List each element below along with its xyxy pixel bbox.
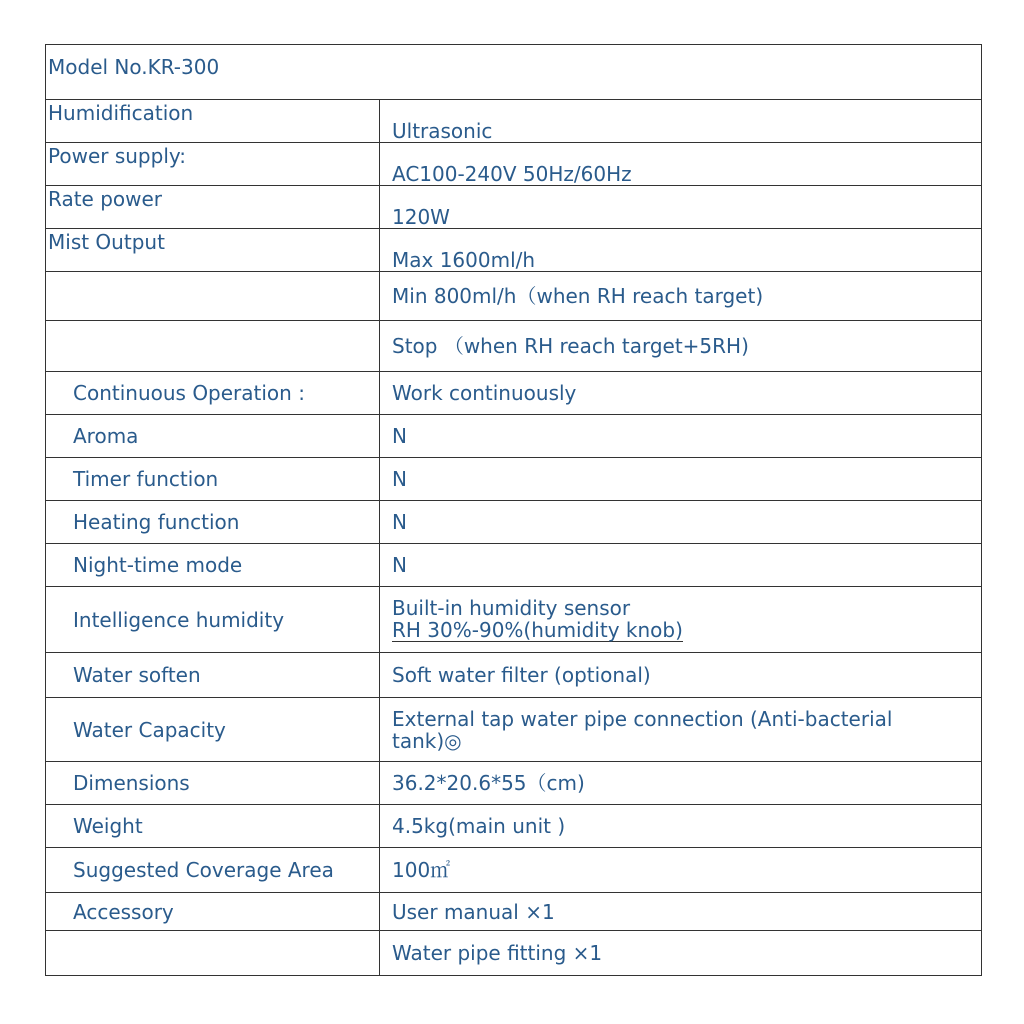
table-row <box>46 587 982 653</box>
table-row <box>46 458 982 501</box>
value-coverage-area: 100㎡ <box>380 848 982 893</box>
table-row <box>46 893 982 931</box>
table-row <box>46 143 982 186</box>
spec-table <box>45 44 982 976</box>
label-water-soften: Water soften <box>46 653 380 698</box>
value-humidity-sensor: Built-in humidity sensor <box>392 596 631 620</box>
value-weight: 4.5kg(main unit ) <box>380 805 982 848</box>
model-title: Model No.KR-300 <box>46 45 982 100</box>
table-row <box>46 229 982 272</box>
label-mist-output: Mist Output <box>46 229 380 272</box>
label-dimensions: Dimensions <box>46 762 380 805</box>
table-row <box>46 805 982 848</box>
value-intelligence-humidity <box>380 587 982 653</box>
value-mist-max: Max 1600ml/h <box>380 229 982 272</box>
title-row <box>46 45 982 100</box>
label-aroma: Aroma <box>46 415 380 458</box>
label-humidification: Humidification <box>46 100 380 143</box>
empty-cell <box>46 272 380 321</box>
label-timer-function: Timer function <box>46 458 380 501</box>
table-row <box>46 544 982 587</box>
value-power-supply: AC100-240V 50Hz/60Hz <box>380 143 982 186</box>
value-water-capacity-line1: External tap water pipe connection (Anti-bacterial <box>392 706 893 731</box>
table-row <box>46 501 982 544</box>
table-row <box>46 415 982 458</box>
label-power-supply: Power supply: <box>46 143 380 186</box>
table-row <box>46 272 982 321</box>
value-accessory-pipe-fitting: Water pipe fitting ×1 <box>380 931 982 976</box>
value-water-capacity <box>380 698 982 762</box>
label-heating-function: Heating function <box>46 501 380 544</box>
table-row <box>46 848 982 893</box>
label-intelligence-humidity: Intelligence humidity <box>46 587 380 653</box>
label-night-time-mode: Night-time mode <box>46 544 380 587</box>
label-accessory: Accessory <box>46 893 380 931</box>
value-water-capacity-line2: tank)◎ <box>392 728 462 753</box>
value-heating-function: N <box>380 501 982 544</box>
value-continuous-operation: Work continuously <box>380 372 982 415</box>
empty-cell <box>46 931 380 976</box>
label-water-capacity: Water Capacity <box>46 698 380 762</box>
value-rate-power: 120W <box>380 186 982 229</box>
value-humidification: Ultrasonic <box>380 100 982 143</box>
empty-cell <box>46 321 380 372</box>
value-accessory-manual: User manual ×1 <box>380 893 982 931</box>
label-rate-power: Rate power <box>46 186 380 229</box>
table-row <box>46 321 982 372</box>
table-row <box>46 100 982 143</box>
table-row <box>46 698 982 762</box>
value-timer-function: N <box>380 458 982 501</box>
value-dimensions: 36.2*20.6*55（cm) <box>380 762 982 805</box>
label-weight: Weight <box>46 805 380 848</box>
value-night-time-mode: N <box>380 544 982 587</box>
table-row <box>46 762 982 805</box>
value-humidity-range: RH 30%-90%(humidity knob) <box>392 618 683 642</box>
label-coverage-area: Suggested Coverage Area <box>46 848 380 893</box>
label-continuous-operation: Continuous Operation : <box>46 372 380 415</box>
table-row <box>46 372 982 415</box>
value-aroma: N <box>380 415 982 458</box>
value-mist-min: Min 800ml/h（when RH reach target) <box>380 272 982 321</box>
table-row <box>46 186 982 229</box>
table-row <box>46 653 982 698</box>
table-row <box>46 931 982 976</box>
value-mist-stop: Stop （when RH reach target+5RH) <box>380 321 982 372</box>
value-water-soften: Soft water filter (optional) <box>380 653 982 698</box>
